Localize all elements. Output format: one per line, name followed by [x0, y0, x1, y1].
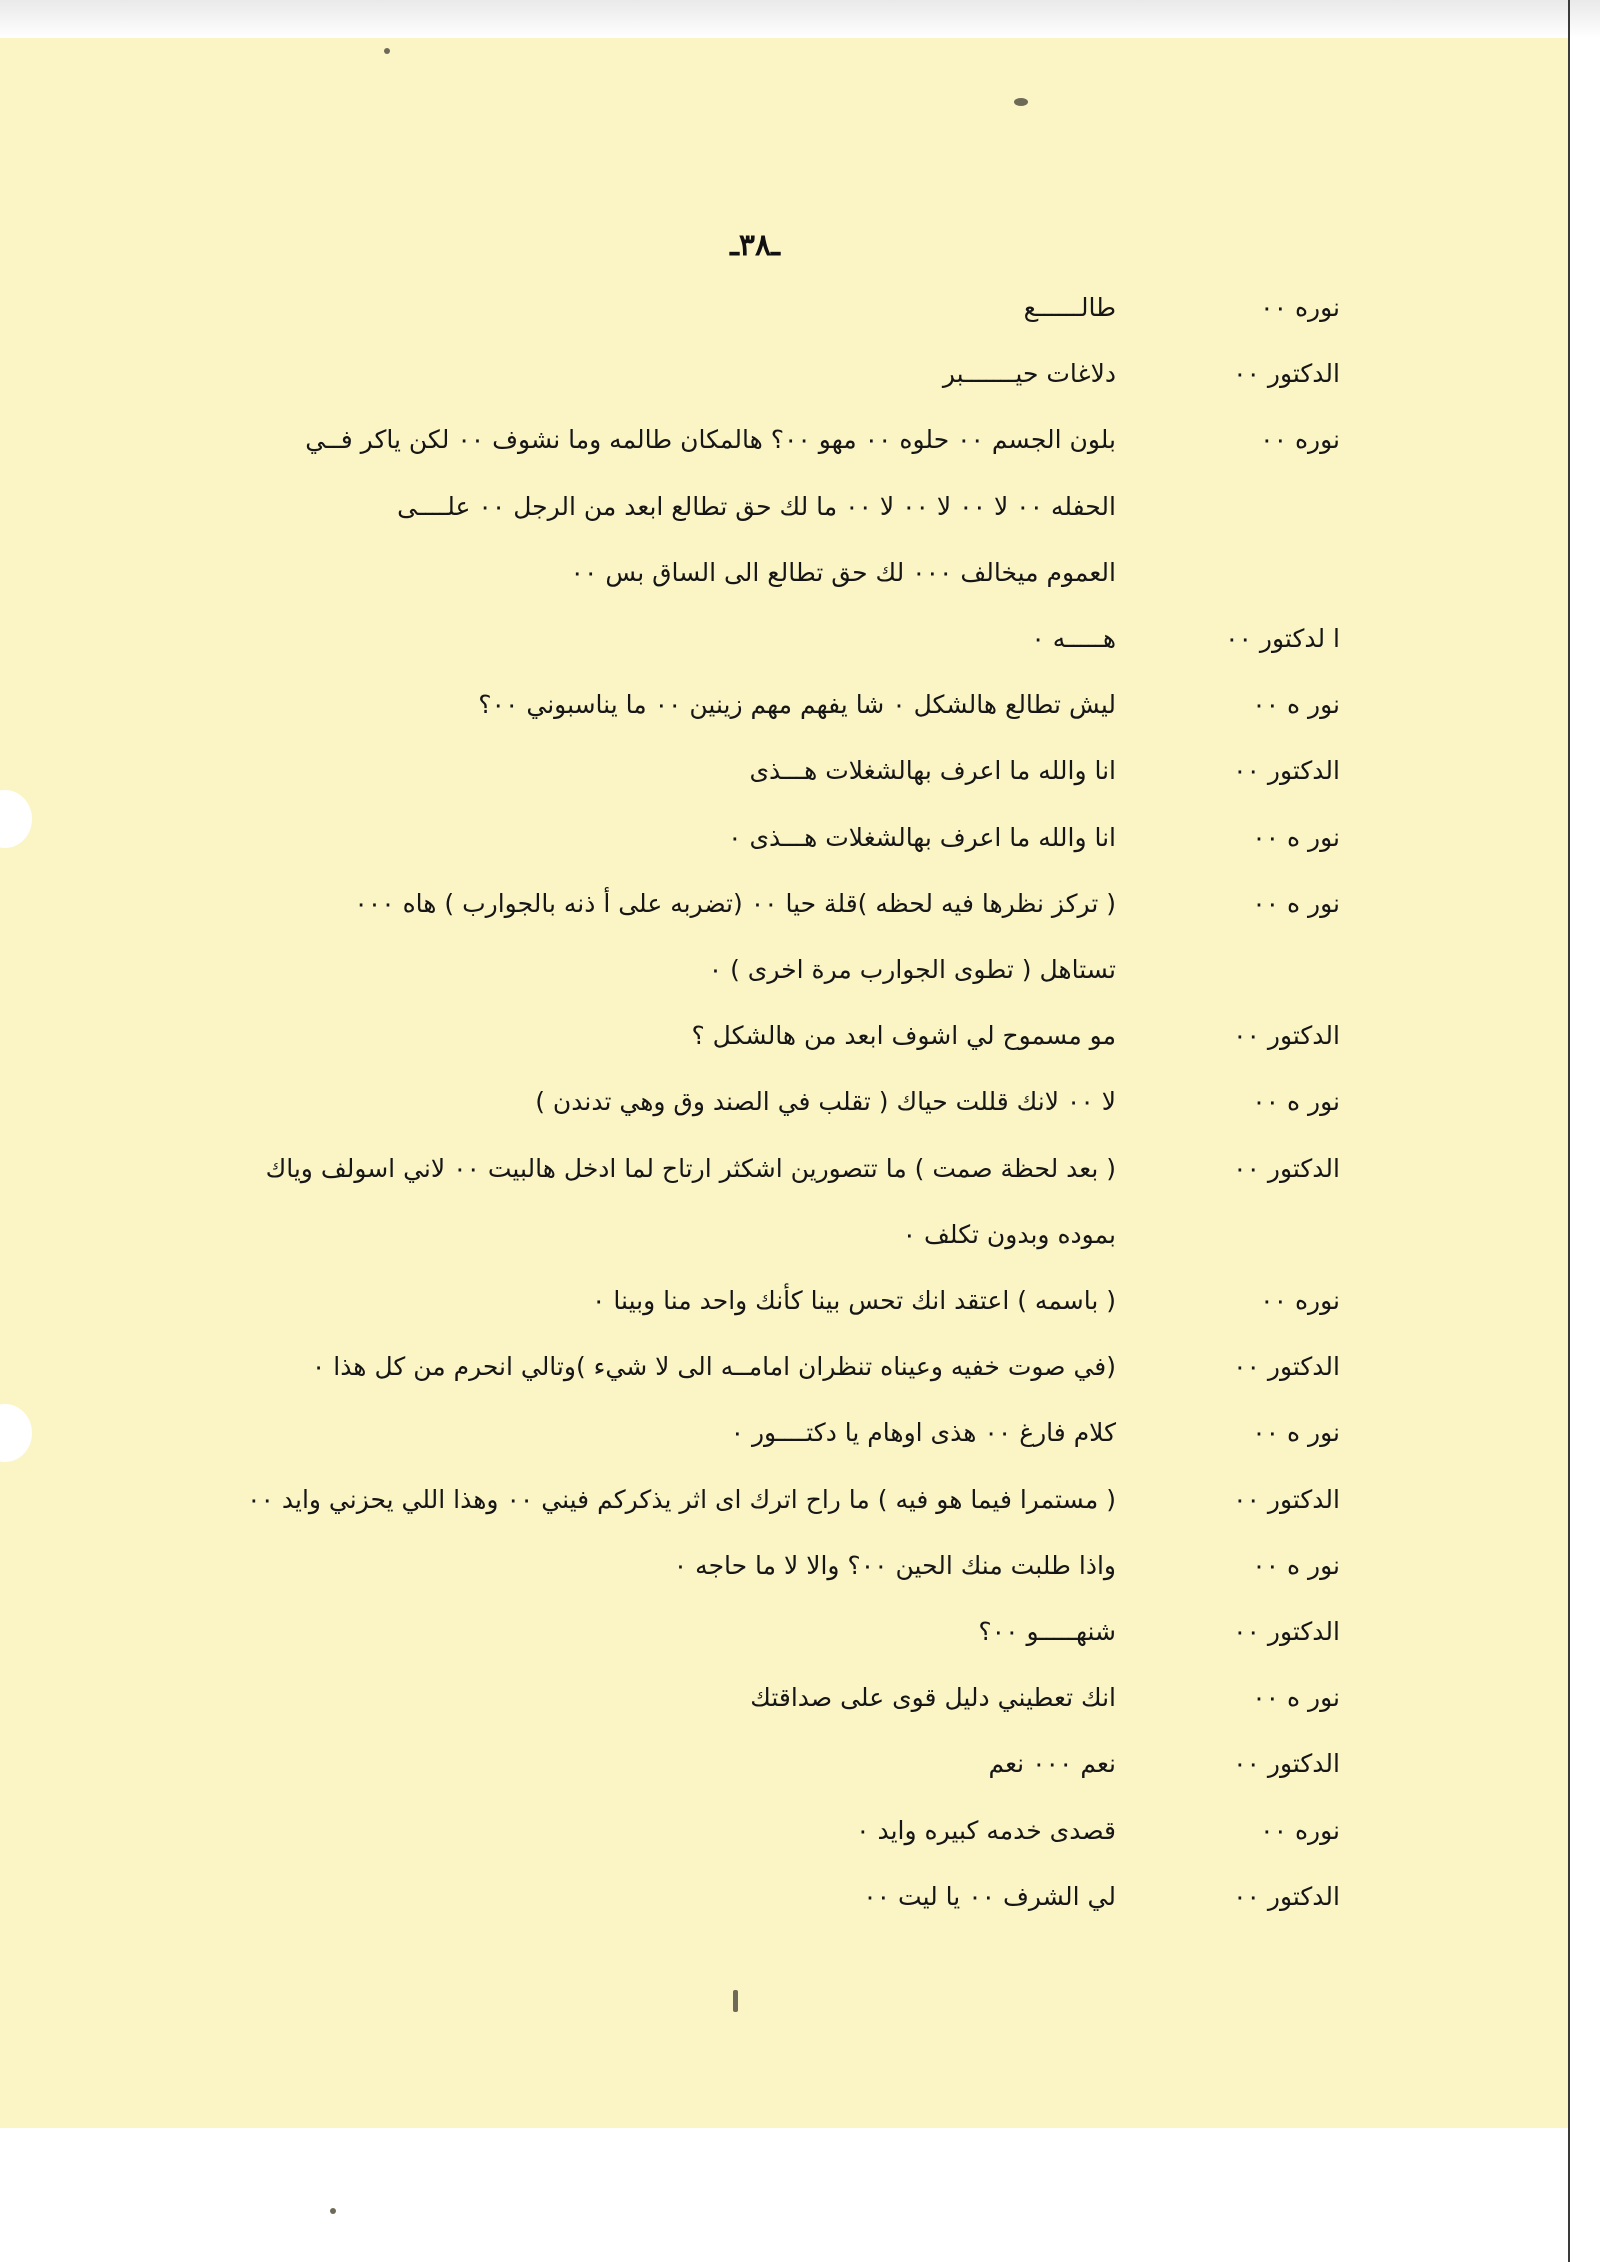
dialogue-text: لي الشرف ٠٠ يا ليت ٠٠ [863, 1881, 1116, 1911]
dialogue-text: مو مسموح لي اشوف ابعد من هالشكل ؟ [691, 1021, 1116, 1051]
speaker-name: نور ه ٠٠ [1252, 1683, 1340, 1713]
dialogue-text: كلام فارغ ٠٠ هذى اوهام يا دكتــــور ٠ [730, 1418, 1116, 1448]
script-line [70, 1205, 1340, 1265]
script-line [70, 675, 1340, 735]
script-line [70, 1536, 1340, 1596]
dialogue-text: تستاهل ( تطوى الجوارب مرة اخرى ) ٠ [708, 955, 1116, 984]
speaker-name: الدكتور ٠٠ [1233, 1484, 1340, 1514]
dialogue-text: ( بعد لحظة صمت ) ما تتصورين اشكثر ارتاح لما ادخل هالبيت ٠٠ لاني اسولف وياك [265, 1153, 1116, 1183]
speaker-name: الدكتور ٠٠ [1233, 756, 1340, 786]
dialogue-text: انك تعطيني دليل قوى على صداقتك [750, 1683, 1116, 1713]
speaker-name: ا لدكتور ٠٠ [1225, 624, 1340, 653]
dialogue-text: ( باسمه ) اعتقد انك تحس بينا كأنك واحد منا وبينا ٠ [592, 1286, 1116, 1315]
script-line [70, 808, 1340, 868]
script-line [70, 344, 1340, 404]
script-line [70, 543, 1340, 603]
speaker-name: الدكتور ٠٠ [1233, 359, 1340, 389]
speaker-name: نور ه ٠٠ [1252, 822, 1340, 852]
speaker-name: الدكتور ٠٠ [1233, 1352, 1340, 1382]
script-line [70, 1006, 1340, 1066]
dialogue-text: انا والله ما اعرف بهالشغلات هـــذى ٠ [728, 822, 1116, 852]
dialogue-text: واذا طلبت منك الحين ٠٠؟ والا لا ما حاجه ٠ [673, 1550, 1116, 1580]
speaker-name: الدكتور ٠٠ [1233, 1881, 1340, 1911]
dialogue-text: ( تركز نظرها فيه لحظه )قلة حيا ٠٠ (تضربه على أ ذنه بالجوارب ) هاه ٠٠٠ [354, 888, 1116, 918]
speaker-name: الدكتور ٠٠ [1233, 1153, 1340, 1183]
dialogue-text: شنهـــــو ٠٠؟ [978, 1617, 1116, 1646]
script-line [70, 410, 1340, 470]
script-line [70, 940, 1340, 1000]
script-line [70, 1337, 1340, 1397]
script-line [70, 1801, 1340, 1861]
dialogue-text: العموم ميخالف ٠٠٠ لك حق تطالع الى الساق بس ٠٠ [570, 557, 1116, 587]
script-line [70, 1734, 1340, 1794]
script-line [70, 1072, 1340, 1132]
dialogue-text: لا ٠٠ لانك قللت حياك ( تقلب في الصند وق وهي تدندن ) [535, 1087, 1116, 1117]
dialogue-text: (في صوت خفيه وعيناه تنظران امامــه الى لا شيء )وتالي انحرم من كل هذا ٠ [311, 1352, 1116, 1382]
script-line [70, 874, 1340, 934]
speaker-name: نور ه ٠٠ [1252, 690, 1340, 720]
dialogue-text: قصدى خدمه كبيره وايد ٠ [856, 1815, 1116, 1845]
dialogue-text: انا والله ما اعرف بهالشغلات هـــذى [749, 756, 1116, 786]
dialogue-text: بموده وبدون تكلف ٠ [902, 1219, 1116, 1249]
speaker-name: نور ه ٠٠ [1252, 888, 1340, 918]
dialogue-text: دلاغات حيـــــــبر [942, 359, 1116, 389]
script-line [70, 477, 1340, 537]
script-line [70, 1602, 1340, 1662]
speaker-name: الدكتور ٠٠ [1233, 1021, 1340, 1051]
dialogue-text: الحفله ٠٠ لا ٠٠ لا ٠٠ لا ٠٠ ما لك حق تطالع ابعد من الرجل ٠٠ علــــى [397, 491, 1116, 521]
script-line [70, 1470, 1340, 1530]
speaker-name: نوره ٠٠ [1260, 1286, 1340, 1315]
speaker-name: الدكتور ٠٠ [1233, 1749, 1340, 1779]
speaker-name: نوره ٠٠ [1260, 1815, 1340, 1845]
script-line [70, 1867, 1340, 1927]
speaker-name: نوره ٠٠ [1260, 293, 1340, 322]
script-line [70, 741, 1340, 801]
speaker-name: نوره ٠٠ [1260, 425, 1340, 455]
dialogue-text: بلون الجسم ٠٠ حلوه ٠٠ مهو ٠٠؟ هالمكان طالمه وما نشوف ٠٠ لكن ياكر فــي [305, 425, 1116, 455]
dialogue-text: هـــــه ٠ [1031, 624, 1116, 653]
script-line [70, 278, 1340, 338]
script-line [70, 1668, 1340, 1728]
speaker-name: نور ه ٠٠ [1252, 1550, 1340, 1580]
page-number: ـ٣٨ـ [730, 228, 780, 263]
speaker-name: الدكتور ٠٠ [1233, 1617, 1340, 1646]
dialogue-text: ( مستمرا فيما هو فيه ) ما راح اترك اى اثر يذكركم فيني ٠٠ وهذا اللي يحزني وايد ٠٠ [247, 1484, 1116, 1514]
dialogue-text: ليش تطالع هالشكل ٠ شا يفهم مهم زينين ٠٠ ما يناسبوني ٠٠؟ [478, 690, 1116, 720]
dialogue-text: طالــــــع [1023, 293, 1116, 322]
script-line [70, 1139, 1340, 1199]
dialogue-text: نعم ٠٠٠ نعم [988, 1749, 1116, 1779]
script-line [70, 1403, 1340, 1463]
script-line [70, 1271, 1340, 1331]
speaker-name: نور ه ٠٠ [1252, 1418, 1340, 1448]
script-line [70, 609, 1340, 669]
speaker-name: نور ه ٠٠ [1252, 1087, 1340, 1117]
